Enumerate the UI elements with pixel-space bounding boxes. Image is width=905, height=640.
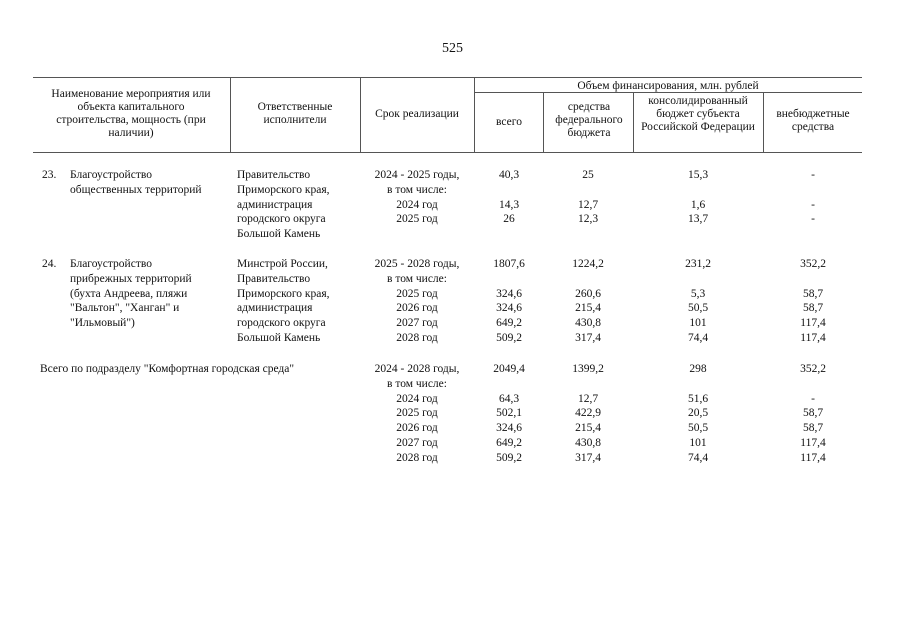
total-value: 40,3 xyxy=(498,169,520,181)
row-federal xyxy=(545,168,631,227)
regional-value: 74,4 xyxy=(687,331,709,344)
term-line: 2026 год xyxy=(396,302,438,315)
term-line: 2024 год xyxy=(396,392,438,405)
executors-line: Большой Камень xyxy=(237,228,321,241)
row-term xyxy=(362,257,472,346)
executors-line: Большой Камень xyxy=(237,331,321,344)
executors-line: администрация xyxy=(237,302,313,315)
executors-line: городского округа xyxy=(237,317,326,330)
column-divider xyxy=(230,77,231,152)
row-name-line: "Вальтон", "Ханган" и xyxy=(70,302,180,315)
term-line: в том числе: xyxy=(387,377,447,390)
term-line: 2025 год xyxy=(396,287,438,300)
federal-value: 215,4 xyxy=(575,302,601,315)
executors-line: администрация xyxy=(237,198,313,211)
row-total xyxy=(476,168,542,227)
federal-value xyxy=(545,272,631,287)
header-regional: консолидированный бюджет субъекта Российской Федерации xyxy=(641,95,755,133)
header-name: Наименование мероприятия или объекта капитального строительства, мощность (при наличии) xyxy=(51,88,211,139)
term-line: 2024 - 2028 годы, xyxy=(374,363,460,375)
row-regional xyxy=(635,168,761,227)
extra-value: 117,4 xyxy=(800,331,826,344)
executors-line: Приморского края, xyxy=(237,183,330,196)
row-executors xyxy=(237,168,330,242)
term-line: 2028 год xyxy=(396,451,438,464)
summary-term xyxy=(362,362,472,466)
total-value: 509,2 xyxy=(496,331,522,344)
extra-value: 117,4 xyxy=(800,317,826,330)
term-line: 2026 год xyxy=(396,422,438,435)
row-number: 23. xyxy=(42,169,57,181)
term-line: 2028 год xyxy=(396,331,438,344)
row-number: 24. xyxy=(42,258,57,270)
term-line: 2025 год xyxy=(396,213,438,226)
extra-value: - xyxy=(811,213,815,226)
federal-value: 260,6 xyxy=(575,287,601,300)
regional-value: 5,3 xyxy=(690,287,706,300)
extra-value xyxy=(765,377,861,392)
federal-value xyxy=(545,183,631,198)
column-divider xyxy=(474,77,475,152)
total-value xyxy=(476,377,542,392)
table-header-bottom-rule xyxy=(33,152,862,153)
extra-value: 117,4 xyxy=(800,451,826,464)
extra-value xyxy=(765,272,861,287)
term-line: 2027 год xyxy=(396,436,438,449)
regional-value xyxy=(635,272,761,287)
executors-line: городского округа xyxy=(237,213,326,226)
row-term xyxy=(362,168,472,227)
header-financing: Объем финансирования, млн. рублей xyxy=(577,80,759,92)
regional-value: 50,5 xyxy=(687,302,709,315)
total-value xyxy=(476,183,542,198)
column-divider xyxy=(543,92,544,152)
header-extra: внебюджетные средства xyxy=(776,108,850,133)
executors-line: Приморского края, xyxy=(237,287,330,300)
row-name xyxy=(70,257,192,331)
total-value: 324,6 xyxy=(496,302,522,315)
federal-value: 317,4 xyxy=(575,451,601,464)
total-value: 1807,6 xyxy=(493,258,525,270)
total-value: 649,2 xyxy=(496,436,522,449)
regional-value: 15,3 xyxy=(687,169,709,181)
term-line: 2024 - 2025 годы, xyxy=(374,169,460,181)
header-term: Срок реализации xyxy=(375,108,459,120)
summary-regional xyxy=(635,362,761,466)
federal-value: 430,8 xyxy=(575,436,601,449)
federal-value: 422,9 xyxy=(575,407,601,420)
term-line: в том числе: xyxy=(387,183,447,196)
extra-value: 58,7 xyxy=(802,422,824,435)
federal-value: 12,3 xyxy=(577,213,599,226)
federal-value: 317,4 xyxy=(575,331,601,344)
row-name xyxy=(70,168,202,198)
row-executors xyxy=(237,257,330,346)
summary-extra xyxy=(765,362,861,466)
total-value: 324,6 xyxy=(496,287,522,300)
extra-value xyxy=(765,183,861,198)
summary-label: Всего по подразделу "Комфортная городская среда" xyxy=(40,363,295,375)
term-line: в том числе: xyxy=(387,272,447,285)
header-federal: средства федерального бюджета xyxy=(555,101,623,139)
executors-line: Правительство xyxy=(237,272,311,285)
term-line: 2024 год xyxy=(396,198,438,211)
regional-value xyxy=(635,377,761,392)
federal-value: 12,7 xyxy=(577,392,599,405)
regional-value: 51,6 xyxy=(687,392,709,405)
federal-value: 215,4 xyxy=(575,422,601,435)
row-name-line: (бухта Андреева, пляжи xyxy=(70,287,188,300)
summary-federal xyxy=(545,362,631,466)
extra-value: - xyxy=(811,169,815,181)
term-line: 2027 год xyxy=(396,317,438,330)
row-name-line: Благоустройство xyxy=(70,169,152,181)
regional-value: 20,5 xyxy=(687,407,709,420)
extra-value: 58,7 xyxy=(802,407,824,420)
total-value: 26 xyxy=(503,213,515,226)
column-divider xyxy=(633,92,634,152)
row-name-line: Благоустройство xyxy=(70,258,152,270)
extra-value: - xyxy=(811,198,815,211)
federal-value xyxy=(545,377,631,392)
summary-total xyxy=(476,362,542,466)
term-line: 2025 - 2028 годы, xyxy=(374,258,460,270)
federal-value: 12,7 xyxy=(577,198,599,211)
page-number: 525 xyxy=(442,41,463,56)
regional-value: 231,2 xyxy=(685,258,711,270)
federal-value: 1399,2 xyxy=(572,363,604,375)
regional-value xyxy=(635,183,761,198)
executors-line: Правительство xyxy=(237,169,311,181)
row-name-line: "Ильмовый") xyxy=(70,317,135,330)
regional-value: 74,4 xyxy=(687,451,709,464)
table-top-rule xyxy=(33,77,862,78)
total-value: 64,3 xyxy=(498,392,520,405)
total-value: 502,1 xyxy=(496,407,522,420)
federal-value: 430,8 xyxy=(575,317,601,330)
row-name-line: общественных территорий xyxy=(70,183,202,196)
regional-value: 1,6 xyxy=(690,198,706,211)
extra-value: 58,7 xyxy=(802,287,824,300)
total-value: 509,2 xyxy=(496,451,522,464)
total-value: 2049,4 xyxy=(493,363,525,375)
row-regional xyxy=(635,257,761,346)
row-extra xyxy=(765,257,861,346)
regional-value: 13,7 xyxy=(687,213,709,226)
column-divider xyxy=(360,77,361,152)
extra-value: 117,4 xyxy=(800,436,826,449)
row-federal xyxy=(545,257,631,346)
column-divider xyxy=(763,92,764,152)
regional-value: 101 xyxy=(689,317,707,330)
term-line: 2025 год xyxy=(396,407,438,420)
row-extra xyxy=(765,168,861,227)
regional-value: 50,5 xyxy=(687,422,709,435)
extra-value: - xyxy=(811,392,815,405)
extra-value: 352,2 xyxy=(800,258,826,270)
federal-value: 1224,2 xyxy=(572,258,604,270)
row-name-line: прибрежных территорий xyxy=(70,272,192,285)
row-total xyxy=(476,257,542,346)
extra-value: 352,2 xyxy=(800,363,826,375)
header-total: всего xyxy=(496,116,522,128)
total-value: 324,6 xyxy=(496,422,522,435)
total-value: 649,2 xyxy=(496,317,522,330)
extra-value: 58,7 xyxy=(802,302,824,315)
federal-value: 25 xyxy=(582,169,594,181)
total-value: 14,3 xyxy=(498,198,520,211)
header-executors: Ответственные исполнители xyxy=(257,101,333,126)
regional-value: 101 xyxy=(689,436,707,449)
regional-value: 298 xyxy=(689,363,707,375)
total-value xyxy=(476,272,542,287)
executors-line: Минстрой России, xyxy=(237,258,328,270)
